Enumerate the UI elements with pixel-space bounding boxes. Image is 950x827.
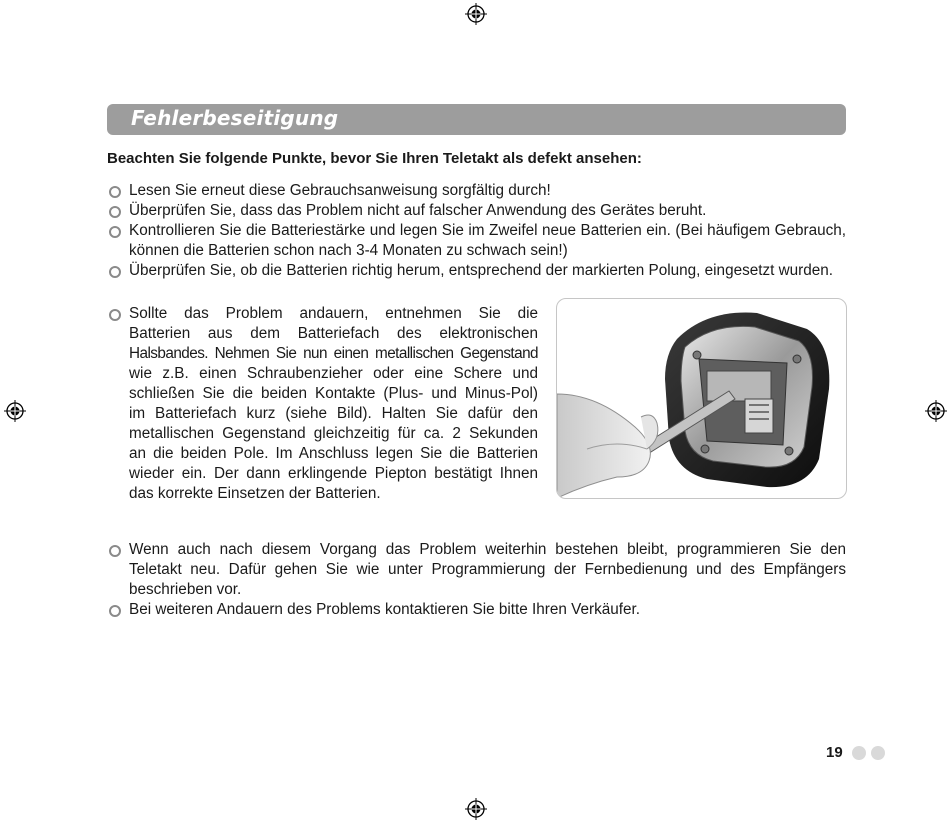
checklist-top [129, 181, 846, 281]
registration-mark-left [4, 400, 26, 422]
bullet-icon [109, 226, 121, 238]
intro-text: Beachten Sie folgende Punkte, bevor Sie Ihren Teletakt als defekt ansehen: [107, 150, 642, 167]
list-item: Sollte das Problem andauern, entnehmen Sie die Batterien aus dem Batteriefach des elektronischen Halsbandes. Nehmen Sie nun einen metallischen Gegenstand wie z.B. einen Schraubenzieher oder eine Schere und schließen Sie die beiden Kontakte (Plus- und Minus-Pol) im Batteriefach kurz (siehe Bild). Halten Sie dafür den metallischen Gegenstand gleichzeitig für ca. 2 Sekunden an die beiden Pole. Im Anschluss legen Sie die Batterien wieder ein. Der dann erklingende Piepton bestätigt Ihnen das korrekte Einsetzen der Batterien. [129, 304, 538, 504]
section-title-bar [107, 104, 846, 135]
bullet-icon [109, 186, 121, 198]
list-item: Wenn auch nach diesem Vorgang das Problem weiterhin bestehen bleibt, programmieren Sie den Teletakt neu. Dafür gehen Sie wie unter Programmierung der Fernbedienung und des Empfängers beschrieben vor. [129, 540, 846, 600]
list-item: Überprüfen Sie, ob die Batterien richtig herum, entsprechend der markierten Polung, eingesetzt wurden. [129, 261, 846, 281]
registration-mark-top [465, 3, 487, 25]
registration-mark-bottom [465, 798, 487, 820]
bullet-icon [109, 545, 121, 557]
bullet-icon [109, 605, 121, 617]
bullet-icon [109, 309, 121, 321]
list-item: Lesen Sie erneut diese Gebrauchsanweisung sorgfältig durch! [129, 181, 846, 201]
checklist-with-image [129, 304, 538, 504]
page-dot-icon [852, 746, 866, 760]
section-title: Fehlerbeseitigung [131, 106, 339, 130]
list-item: Kontrollieren Sie die Batteriestärke und legen Sie im Zweifel neue Batterien ein. (Bei häufigem Gebrauch, können die Batterien schon nach 3-4 Monaten zu schwach sein!) [129, 221, 846, 261]
registration-mark-right [925, 400, 947, 422]
bullet-icon [109, 206, 121, 218]
checklist-bottom [129, 540, 846, 620]
battery-compartment-photo [556, 298, 847, 499]
page-number: 19 [826, 744, 843, 761]
list-item: Bei weiteren Andauern des Problems kontaktieren Sie bitte Ihren Verkäufer. [129, 600, 846, 620]
bullet-icon [109, 266, 121, 278]
page-dot-icon [871, 746, 885, 760]
list-item: Überprüfen Sie, dass das Problem nicht auf falscher Anwendung des Gerätes beruht. [129, 201, 846, 221]
